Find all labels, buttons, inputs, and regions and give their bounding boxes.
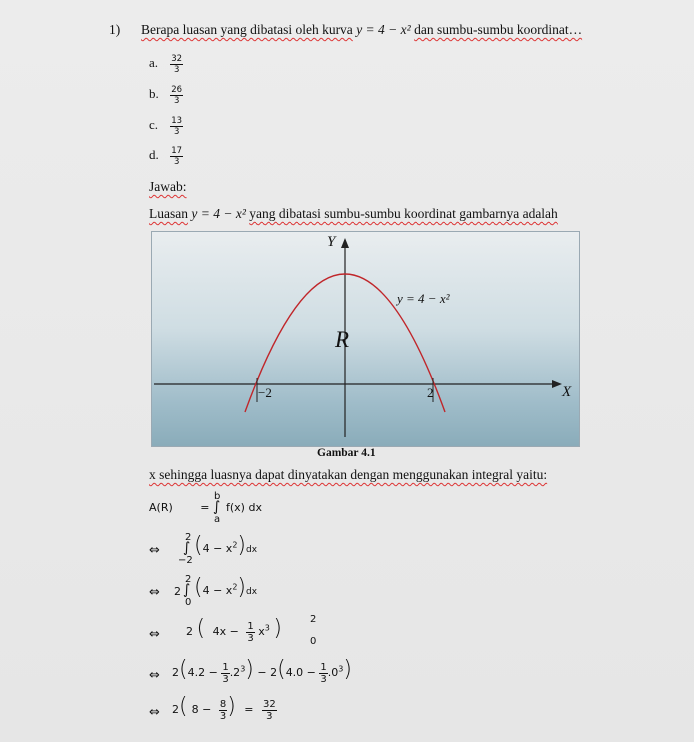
y-axis-arrow xyxy=(341,238,349,248)
step-6-coef: 2 xyxy=(172,703,179,716)
option-d-den: 3 xyxy=(173,157,180,167)
conclusion-text xyxy=(149,467,547,483)
step-1-body: f(x) dx xyxy=(226,501,262,514)
step-1-equals: = xyxy=(200,501,210,514)
option-c xyxy=(149,116,183,137)
step-5-num-2: 1 xyxy=(320,661,327,673)
answer-intro xyxy=(149,206,558,222)
step-4-den: 3 xyxy=(247,632,254,644)
question-number: 1) xyxy=(109,22,121,37)
step-5-den-1: 3 xyxy=(222,673,229,685)
step-6-expression xyxy=(172,694,277,722)
step-4-a: 4x − xyxy=(212,625,239,638)
step-4-lower: 0 xyxy=(310,636,317,647)
option-a-den: 3 xyxy=(173,65,180,75)
step-5-expression xyxy=(172,657,352,685)
step-2-body: 4 − x xyxy=(202,542,233,555)
figure-caption: Gambar 4.1 xyxy=(317,447,376,459)
option-c-label: c. xyxy=(149,117,159,133)
option-a-num: 32 xyxy=(171,54,183,64)
step-2-paren-open: ( xyxy=(194,533,203,558)
question-text xyxy=(141,22,582,38)
step-5-den-2: 3 xyxy=(320,673,327,685)
option-b-den: 3 xyxy=(173,96,180,106)
step-5-paren-close-2: ) xyxy=(343,657,352,682)
tick-pos-label: 2 xyxy=(427,385,434,400)
step-2-lower: −2 xyxy=(178,555,193,566)
option-d-fraction xyxy=(170,146,183,167)
step-4-expression xyxy=(186,616,282,644)
step-1-left: A(R) xyxy=(149,501,173,514)
step-4-arrow: ⇔ xyxy=(149,627,160,642)
step-4-coef: 2 xyxy=(186,625,193,638)
step-6-result-den: 3 xyxy=(266,710,273,722)
intro-after: yang dibatasi sumbu-sumbu koordinat gambarnya adalah xyxy=(249,206,558,221)
step-6-num: 8 xyxy=(219,698,227,710)
question-text-after: dan sumbu-sumbu koordinat… xyxy=(414,22,583,37)
step-4-upper: 2 xyxy=(310,614,317,625)
parabola-figure xyxy=(151,231,580,447)
step-6-paren-open: ( xyxy=(179,694,188,719)
y-axis-label: Y xyxy=(327,234,336,250)
step-3-lower: 0 xyxy=(185,597,192,608)
x-axis-arrow xyxy=(552,380,562,388)
step-5-num-1: 1 xyxy=(222,661,229,673)
step-6-equals: = xyxy=(244,703,254,716)
step-3-paren-close: ) xyxy=(237,575,246,600)
step-2-dx: dx xyxy=(246,545,258,555)
step-5-inner-1: 4.2 − xyxy=(187,666,218,679)
step-3-body: 4 − x xyxy=(202,584,233,597)
conclusion-sentence: x sehingga luasnya dapat dinyatakan dengan menggunakan integral yaitu: xyxy=(149,467,548,482)
step-4-paren-open: ( xyxy=(196,616,206,641)
step-5-tail-2: .0 xyxy=(327,666,339,679)
step-2-upper: 2 xyxy=(185,532,192,543)
step-5-inner-2: 4.0 − xyxy=(285,666,316,679)
option-a-label: a. xyxy=(149,55,159,71)
region-label: R xyxy=(335,327,350,352)
option-b xyxy=(149,85,183,106)
option-d-label: d. xyxy=(149,147,159,163)
step-3-arrow: ⇔ xyxy=(149,585,160,600)
question-text-before: Berapa luasan yang dibatasi oleh kurva xyxy=(141,22,353,37)
parabola-graph xyxy=(152,232,579,446)
step-1-upper: b xyxy=(214,491,221,502)
step-2-arrow: ⇔ xyxy=(149,543,160,558)
step-3-coef: 2 xyxy=(174,585,181,598)
step-2-integral-sign: ∫ xyxy=(183,540,191,556)
step-6-den: 3 xyxy=(219,710,227,722)
x-axis-label: X xyxy=(562,384,572,400)
option-b-fraction xyxy=(170,85,183,106)
option-b-label: b. xyxy=(149,86,159,102)
step-3-dx: dx xyxy=(246,587,258,597)
option-a xyxy=(149,54,183,75)
step-1-integral-sign: ∫ xyxy=(213,499,221,515)
step-5-arrow: ⇔ xyxy=(149,668,160,683)
step-6-arrow: ⇔ xyxy=(149,705,160,720)
step-5-coef: 2 xyxy=(172,666,179,679)
option-a-fraction xyxy=(170,54,183,75)
step-1-lower: a xyxy=(214,514,221,525)
step-6-result-num: 32 xyxy=(263,698,276,710)
option-d-num: 17 xyxy=(171,146,183,156)
option-c-num: 13 xyxy=(171,116,183,126)
intro-before: Luasan xyxy=(149,206,188,221)
step-2-paren-close: ) xyxy=(237,533,246,558)
step-3-integral-sign: ∫ xyxy=(183,582,191,598)
step-4-paren-close: ) xyxy=(273,616,282,641)
intro-equation: y = 4 − x² xyxy=(191,206,246,221)
step-4-x: x xyxy=(258,625,265,638)
step-3-paren-open: ( xyxy=(194,575,203,600)
step-5-mid: − 2 xyxy=(257,666,278,679)
step-6-a: 8 − xyxy=(191,703,212,716)
step-5-paren-close-1: ) xyxy=(245,657,254,682)
step-1 xyxy=(149,501,209,514)
tick-neg-label: −2 xyxy=(258,385,272,400)
step-5-exp-2: 3 xyxy=(338,664,344,674)
step-3-upper: 2 xyxy=(185,574,192,585)
answer-heading: Jawab: xyxy=(149,179,187,194)
step-3-expression xyxy=(194,575,257,600)
step-4-num: 1 xyxy=(247,620,254,632)
step-6-paren-close: ) xyxy=(227,694,236,719)
option-b-num: 26 xyxy=(171,85,183,95)
step-5-exp-1: 3 xyxy=(240,664,246,674)
option-c-den: 3 xyxy=(173,127,180,137)
step-2-expression xyxy=(194,533,257,558)
step-5-tail-1: .2 xyxy=(229,666,241,679)
step-3-exp: 2 xyxy=(232,582,238,592)
step-4-exp: 3 xyxy=(264,623,270,633)
step-2-exp: 2 xyxy=(232,540,238,550)
curve-label: y = 4 − x² xyxy=(397,291,450,306)
step-5-paren-open-1: ( xyxy=(179,657,188,682)
step-5-paren-open-2: ( xyxy=(277,657,286,682)
question-equation: y = 4 − x² xyxy=(356,22,411,37)
option-c-fraction xyxy=(170,116,183,137)
option-d xyxy=(149,146,183,167)
